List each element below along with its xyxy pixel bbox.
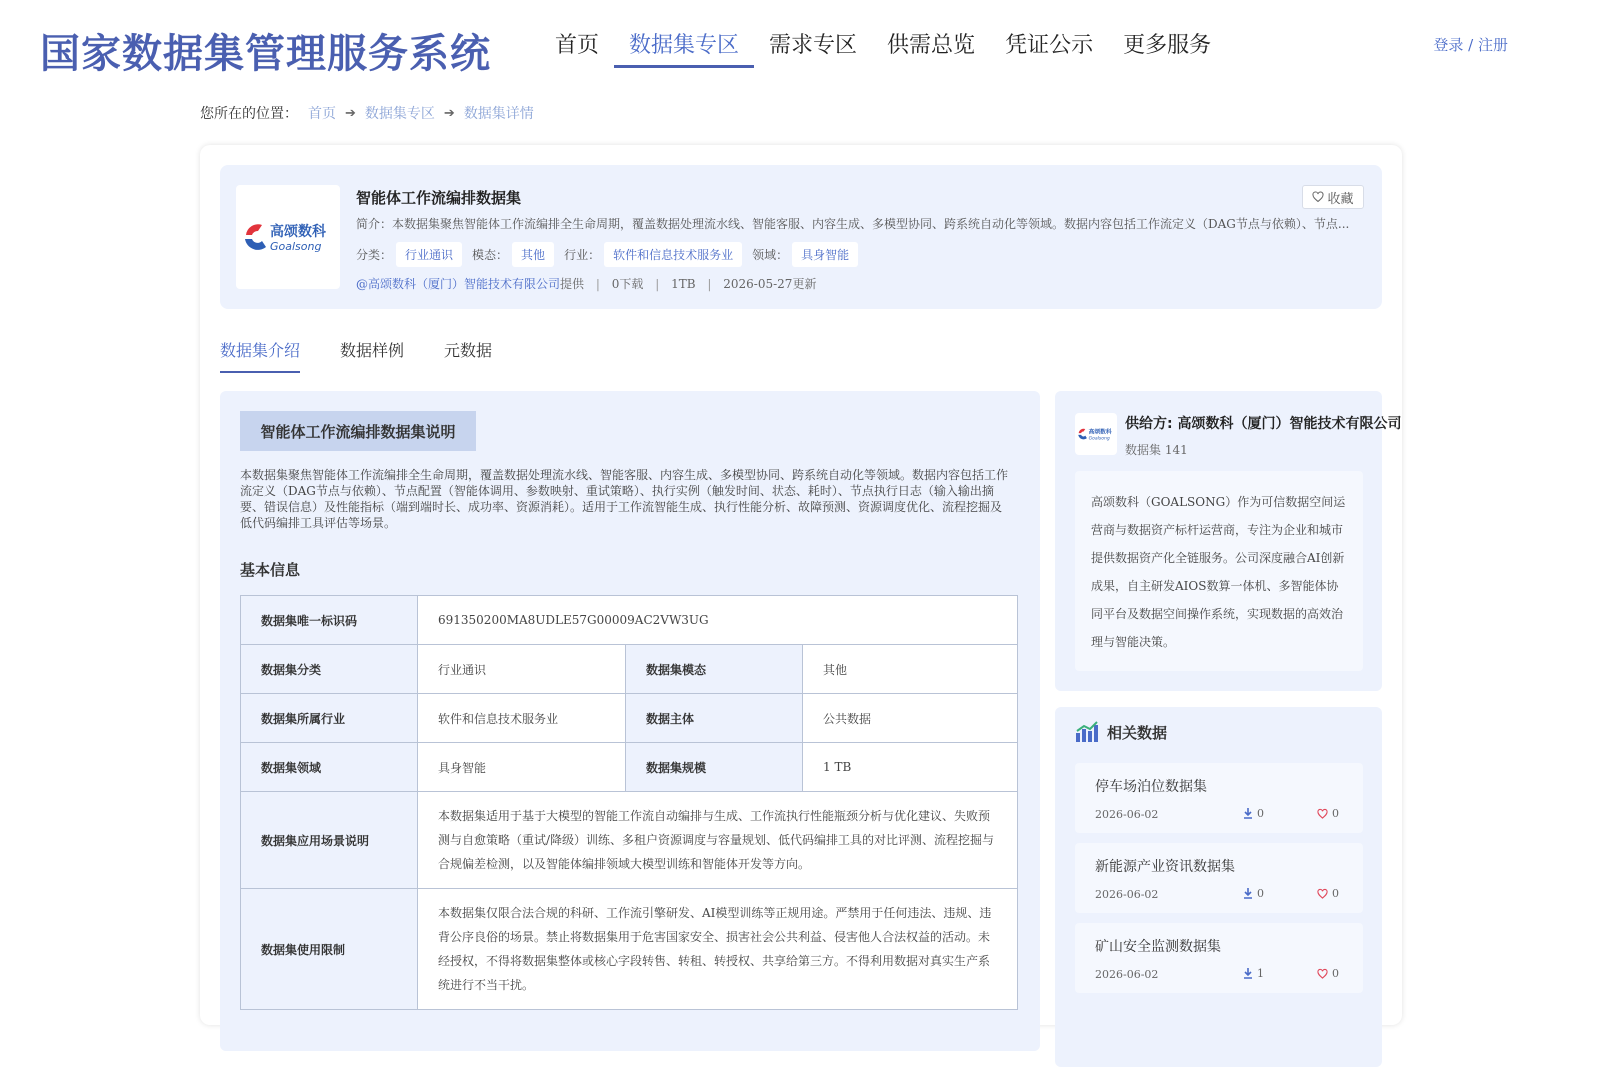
table-key: 数据集领域 xyxy=(241,743,418,792)
tag-label-industry: 行业： xyxy=(564,248,601,262)
tag-category[interactable]: 行业通识 xyxy=(396,242,462,267)
login-register-link[interactable]: 登录 / 注册 xyxy=(1433,36,1508,54)
arrow-right-icon: ➔ xyxy=(345,105,356,121)
svg-text:高颂数科: 高颂数科 xyxy=(1088,429,1112,436)
related-item-name[interactable]: 新能源产业资讯数据集 xyxy=(1095,859,1235,875)
download-count: 0 xyxy=(1257,807,1264,820)
nav-overview[interactable]: 供需总览 xyxy=(887,33,976,58)
related-item-date: 2026-06-02 xyxy=(1095,968,1159,981)
table-key: 数据集规模 xyxy=(626,743,803,792)
table-row xyxy=(241,889,1018,1010)
related-item-downloads xyxy=(1243,887,1264,900)
related-item-name[interactable]: 停车场泊位数据集 xyxy=(1095,779,1207,795)
tab-metadata[interactable]: 元数据 xyxy=(444,341,493,360)
related-title: 相关数据 xyxy=(1107,723,1168,742)
detail-tabs xyxy=(220,337,532,373)
goalsong-logo xyxy=(236,185,340,289)
table-value: 具身智能 xyxy=(418,743,626,792)
table-row xyxy=(241,645,1018,694)
table-value: 其他 xyxy=(803,645,1018,694)
breadcrumb xyxy=(200,103,534,123)
tag-modality[interactable]: 其他 xyxy=(512,242,554,267)
bar-chart-icon xyxy=(1075,721,1099,743)
site-title[interactable]: 国家数据集管理服务系统 xyxy=(40,31,491,77)
breadcrumb-home[interactable]: 首页 xyxy=(308,106,336,122)
breadcrumb-dataset-zone[interactable]: 数据集专区 xyxy=(364,106,435,122)
related-item-name[interactable]: 矿山安全监测数据集 xyxy=(1095,939,1221,955)
download-icon xyxy=(1243,808,1253,819)
table-value: 行业通识 xyxy=(418,645,626,694)
svg-text:Goalsong: Goalsong xyxy=(270,240,322,253)
download-icon xyxy=(1243,888,1253,899)
table-key: 数据主体 xyxy=(626,694,803,743)
basic-info-table xyxy=(240,595,1018,1010)
table-value: 691350200MA8UDLE57G00009AC2VW3UG xyxy=(418,596,1018,645)
goalsong-logo-icon xyxy=(1077,424,1115,444)
like-count: 0 xyxy=(1332,807,1339,820)
provider-line xyxy=(356,275,816,292)
provider-dataset-count: 数据集 141 xyxy=(1125,443,1188,457)
nav-home[interactable]: 首页 xyxy=(555,33,600,58)
table-row xyxy=(241,596,1018,645)
related-data-card xyxy=(1055,707,1382,1067)
related-item-downloads xyxy=(1243,967,1264,980)
nav-dataset-zone[interactable]: 数据集专区 xyxy=(614,28,754,68)
basic-info-title: 基本信息 xyxy=(240,561,301,579)
tag-label-category: 分类： xyxy=(356,248,393,262)
download-icon xyxy=(1243,968,1253,979)
dataset-description: 本数据集聚焦智能体工作流编排全生命周期，覆盖数据处理流水线、智能客服、内容生成、多模型协同、跨系统自动化等领域。数据内容包括工作流定义（DAG节点与依赖）、节点配置（智能体调用、参数映射、重试策略）、执行实例（触发时间、状态、耗时）、节点执行日志（输入输出摘要、错误信息）及性能指标（端到端时长、成功率、资源消耗）。适用于工作流智能生成、执行性能分析、故障预测、资源调度优化、流程挖掘及低代码编排工具评估等场景。 xyxy=(240,468,1009,530)
related-item-likes[interactable] xyxy=(1317,807,1339,820)
heart-icon xyxy=(1317,969,1328,979)
table-row xyxy=(241,792,1018,889)
tag-industry[interactable]: 软件和信息技术服务业 xyxy=(604,242,742,267)
tab-samples[interactable]: 数据样例 xyxy=(340,341,405,360)
provider-suffix: 提供 xyxy=(560,277,585,291)
provider-card xyxy=(1055,391,1402,691)
table-value: 公共数据 xyxy=(803,694,1018,743)
related-item[interactable] xyxy=(1075,763,1363,833)
provider-description: 高颂数科（GOALSONG）作为可信数据空间运营商与数据资产标杆运营商，专注为企业和城市提供数据资产化全链服务。公司深度融合AI创新成果，自主研发AIOS数算一体机、多智能体协同平台及数据空间操作系统，实现数据的高效治理与智能决策。 xyxy=(1075,471,1363,671)
related-item-downloads xyxy=(1243,807,1264,820)
tag-label-modality: 模态： xyxy=(472,248,509,262)
provider-org-link[interactable]: @高颂数科（厦门）智能技术有限公司 xyxy=(356,277,561,291)
heart-icon xyxy=(1312,191,1324,203)
updated-date: 2026-05-27更新 xyxy=(723,277,817,291)
like-count: 0 xyxy=(1332,887,1339,900)
table-key: 数据集应用场景说明 xyxy=(241,792,418,889)
dataset-title: 智能体工作流编排数据集 xyxy=(356,189,522,207)
nav-more-services[interactable]: 更多服务 xyxy=(1123,33,1212,58)
related-header xyxy=(1075,721,1167,743)
arrow-right-icon: ➔ xyxy=(443,105,455,121)
divider: | xyxy=(707,277,712,291)
breadcrumb-dataset-detail[interactable]: 数据集详情 xyxy=(463,106,534,122)
dataset-summary xyxy=(220,165,1382,309)
nav-certificates[interactable]: 凭证公示 xyxy=(1005,33,1094,58)
section-header: 智能体工作流编排数据集说明 xyxy=(240,411,476,451)
heart-icon xyxy=(1317,809,1328,819)
table-key: 数据集所属行业 xyxy=(241,694,418,743)
favorite-label: 收藏 xyxy=(1327,191,1354,207)
svg-text:Goalsong: Goalsong xyxy=(1088,436,1110,442)
download-count: 1 xyxy=(1257,967,1264,980)
table-key: 数据集模态 xyxy=(626,645,803,694)
related-item-likes[interactable] xyxy=(1317,967,1339,980)
dataset-intro: 简介：本数据集聚焦智能体工作流编排全生命周期，覆盖数据处理流水线、智能客服、内容生成、多模型协同、跨系统自动化等领域。数据内容包括工作流定义（DAG节点与依赖）、节点... xyxy=(356,217,1350,231)
tag-label-domain: 领域： xyxy=(752,248,789,262)
main-card xyxy=(200,145,1402,1025)
tab-introduction[interactable]: 数据集介绍 xyxy=(220,337,300,373)
table-key: 数据集唯一标识码 xyxy=(241,596,418,645)
introduction-panel xyxy=(220,391,1040,1051)
table-value: 本数据集适用于基于大模型的智能工作流自动编排与生成、工作流执行性能瓶颈分析与优化建议、失败预测与自愈策略（重试/降级）训练、多租户资源调度与容量规划、低代码编排工具的对比评测、流程挖掘与合规偏差检测，以及智能体编排领域大模型训练和智能体开发等方向。 xyxy=(418,792,1018,889)
tag-domain[interactable]: 具身智能 xyxy=(792,242,858,267)
divider: | xyxy=(655,277,660,291)
breadcrumb-prefix: 您所在的位置： xyxy=(200,106,298,122)
like-count: 0 xyxy=(1332,967,1339,980)
download-count: 0下载 xyxy=(611,277,644,291)
table-key: 数据集分类 xyxy=(241,645,418,694)
related-item[interactable] xyxy=(1075,923,1363,993)
download-count: 0 xyxy=(1257,887,1264,900)
table-value: 本数据集仅限合法合规的科研、工作流引擎研发、AI模型训练等正规用途。严禁用于任何违法、违规、违背公序良俗的场景。禁止将数据集用于危害国家安全、损害社会公共利益、侵害他人合法权益的活动。未经授权，不得将数据集整体或核心字段转售、转租、转授权、共享给第三方。不得利用数据对真实生产系统进行不当干扰。 xyxy=(418,889,1018,1010)
table-key: 数据集使用限制 xyxy=(241,889,418,1010)
goalsong-logo-icon xyxy=(242,217,334,257)
related-item-likes[interactable] xyxy=(1317,887,1339,900)
table-value: 软件和信息技术服务业 xyxy=(418,694,626,743)
favorite-button[interactable] xyxy=(1302,185,1364,209)
table-value: 1 TB xyxy=(803,743,1018,792)
table-row xyxy=(241,694,1018,743)
related-item-date: 2026-06-02 xyxy=(1095,808,1159,821)
related-item-date: 2026-06-02 xyxy=(1095,888,1159,901)
related-item[interactable] xyxy=(1075,843,1363,913)
provider-logo[interactable] xyxy=(1075,413,1117,455)
table-row xyxy=(241,743,1018,792)
dataset-tags xyxy=(356,242,868,267)
main-nav xyxy=(540,28,1226,68)
heart-icon xyxy=(1317,889,1328,899)
dataset-size: 1TB xyxy=(671,277,696,291)
svg-text:高颂数科: 高颂数科 xyxy=(270,224,326,240)
divider: | xyxy=(595,277,600,291)
top-header xyxy=(0,0,1600,80)
nav-demand-zone[interactable]: 需求专区 xyxy=(769,33,858,58)
provider-name[interactable]: 供给方: 高颂数科（厦门）智能技术有限公司 xyxy=(1125,416,1402,432)
